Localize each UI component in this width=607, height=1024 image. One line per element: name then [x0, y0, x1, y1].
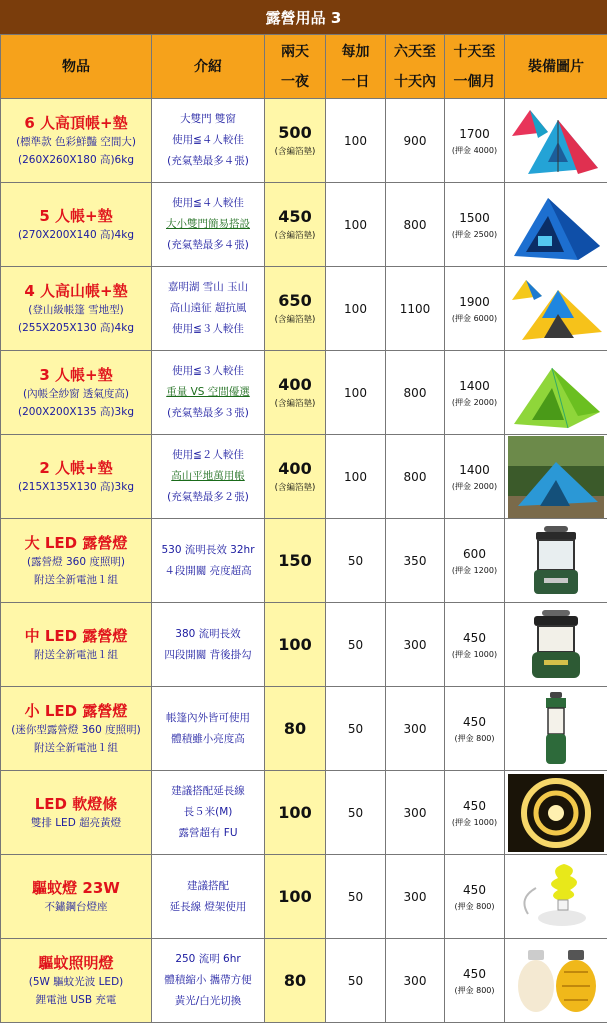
table-row [1, 183, 607, 267]
table-row [1, 435, 607, 519]
price-cell [265, 687, 326, 771]
tent-yellow-icon [505, 270, 607, 348]
equipment-picture [505, 939, 607, 1023]
month-price: 600 [463, 546, 486, 561]
equipment-picture [505, 519, 607, 603]
month-price: 1400 [459, 378, 490, 393]
price-table [0, 34, 607, 1023]
month-price-cell [445, 603, 505, 687]
item-spec: (215X135X130 高)3kg [18, 480, 134, 493]
item-spec: (標準款 色彩鮮豔 空間大) [16, 135, 136, 148]
item-cell [1, 855, 152, 939]
deposit: (押金 6000) [451, 313, 498, 323]
intro-line: 使用≦３人較佳 [172, 365, 244, 377]
intro-line: 高山遠征 超抗風 [169, 302, 247, 314]
per-day-price: 100 [326, 351, 386, 435]
lantern-small-icon [505, 690, 607, 768]
intro-line: 黃光/白光切換 [174, 995, 242, 1007]
six-to-ten-price: 800 [386, 183, 445, 267]
month-price: 450 [463, 798, 486, 813]
price-cell [265, 435, 326, 519]
item-spec: 附送全新電池１組 [34, 648, 118, 661]
price-note: (含編箔墊) [274, 146, 316, 157]
table-row [1, 519, 607, 603]
item-name: 4 人高山帳+墊 [24, 281, 128, 300]
item-spec: (255X205X130 高)4kg [18, 321, 134, 334]
table-row [1, 687, 607, 771]
header-ten-to-month: 十天至 一個月 [445, 35, 505, 99]
per-day-price: 50 [326, 603, 386, 687]
per-day-price: 100 [326, 435, 386, 519]
item-cell [1, 351, 152, 435]
per-day-price: 50 [326, 855, 386, 939]
item-name: 小 LED 露營燈 [24, 701, 128, 720]
intro-line: (充氣墊最多３張) [167, 407, 249, 419]
item-spec: (5W 驅蚊光波 LED) [28, 975, 124, 988]
table-row [1, 939, 607, 1023]
intro-line: 建議搭配 [187, 879, 229, 892]
intro-line: 380 流明長效 [175, 627, 241, 640]
tent-blue-icon [505, 186, 607, 264]
month-price: 450 [463, 882, 486, 897]
month-price-cell [445, 435, 505, 519]
intro-line: 長５米(M) [183, 806, 233, 818]
intro-cell [152, 939, 265, 1023]
intro-line: (充氣墊最多２張) [167, 491, 249, 503]
two-day-price: 150 [278, 550, 312, 570]
lantern-big-icon [505, 522, 607, 600]
item-name: LED 軟燈條 [34, 794, 118, 813]
table-row [1, 351, 607, 435]
intro-cell [152, 183, 265, 267]
per-day-price: 100 [326, 267, 386, 351]
month-price: 450 [463, 714, 486, 729]
intro-line: 四段開關 背後掛勾 [164, 648, 252, 661]
item-name: 中 LED 露營燈 [24, 626, 128, 645]
intro-line: 使用≦２人較佳 [172, 449, 244, 461]
item-cell [1, 183, 152, 267]
intro-line: 使用≦４人較佳 [172, 134, 244, 146]
deposit: (押金 800) [454, 733, 495, 743]
item-cell [1, 435, 152, 519]
item-spec: 雙排 LED 超亮黃燈 [30, 816, 122, 829]
two-day-price: 100 [278, 634, 312, 654]
intro-line: 重量 VS 空間優選 [166, 386, 250, 398]
month-price-cell [445, 855, 505, 939]
equipment-picture [505, 771, 607, 855]
deposit: (押金 800) [454, 985, 495, 995]
item-cell [1, 603, 152, 687]
header-per-day: 每加 一日 [326, 35, 386, 99]
item-spec: 鋰電池 USB 充電 [35, 993, 117, 1006]
intro-line: 250 流明 6hr [175, 953, 241, 965]
header-row [1, 35, 607, 99]
intro-line: 延長線 燈架使用 [169, 900, 247, 913]
header-two-days: 兩天 一夜 [265, 35, 326, 99]
equipment-picture [505, 603, 607, 687]
intro-line: 使用≦３人較佳 [172, 323, 244, 335]
page-title: 露營用品 3 [0, 0, 607, 34]
two-day-price: 80 [283, 970, 307, 990]
per-day-price: 50 [326, 519, 386, 603]
item-cell [1, 771, 152, 855]
item-cell [1, 939, 152, 1023]
intro-cell [152, 267, 265, 351]
intro-line: 體積縮小 攜帶方便 [164, 974, 252, 986]
item-spec: (迷你型露營燈 360 度照明) [11, 723, 141, 736]
price-note: (含編箔墊) [274, 314, 316, 325]
month-price-cell [445, 267, 505, 351]
two-day-price: 400 [278, 374, 312, 394]
price-cell [265, 939, 326, 1023]
two-day-price: 100 [278, 802, 312, 822]
table-row [1, 855, 607, 939]
item-cell [1, 99, 152, 183]
item-spec: (露營燈 360 度照明) [27, 555, 125, 568]
item-spec: 不鏽鋼台燈座 [44, 900, 108, 913]
month-price-cell [445, 519, 505, 603]
bulb-icon [505, 858, 607, 936]
item-cell [1, 519, 152, 603]
intro-cell [152, 351, 265, 435]
table-row [1, 771, 607, 855]
item-spec: (登山級帳篷 雪地型) [28, 303, 124, 316]
equipment-picture [505, 855, 607, 939]
item-spec: (內帳全紗窗 透氣度高) [22, 387, 130, 400]
intro-line: (充氣墊最多４張) [167, 239, 249, 251]
equipment-picture [505, 351, 607, 435]
two-day-price: 450 [278, 206, 312, 226]
six-to-ten-price: 300 [386, 603, 445, 687]
item-name: 5 人帳+墊 [39, 206, 113, 225]
per-day-price: 50 [326, 771, 386, 855]
month-price: 1400 [459, 462, 490, 477]
tent-green-icon [505, 354, 607, 432]
intro-cell [152, 855, 265, 939]
deposit: (押金 1200) [451, 565, 498, 575]
equipment-picture [505, 183, 607, 267]
price-cell [265, 855, 326, 939]
item-spec: 附送全新電池１組 [34, 573, 118, 586]
lantern-mid-icon [505, 606, 607, 684]
six-to-ten-price: 300 [386, 855, 445, 939]
equipment-picture [505, 687, 607, 771]
six-to-ten-price: 800 [386, 435, 445, 519]
six-to-ten-price: 1100 [386, 267, 445, 351]
intro-line: 大小雙門簡易搭設 [166, 218, 250, 230]
month-price: 1700 [459, 126, 490, 141]
price-cell [265, 267, 326, 351]
month-price-cell [445, 99, 505, 183]
item-spec: (260X260X180 高)6kg [18, 153, 134, 166]
intro-line: 帳篷內外皆可使用 [166, 711, 250, 724]
intro-cell [152, 99, 265, 183]
intro-line: 嘉明湖 雪山 玉山 [167, 281, 249, 293]
item-spec: (270X200X140 高)4kg [18, 228, 134, 241]
month-price: 450 [463, 966, 486, 981]
month-price: 1500 [459, 210, 490, 225]
deposit: (押金 2000) [451, 481, 498, 491]
mosquito-lamp-icon [505, 942, 607, 1020]
item-name: 3 人帳+墊 [39, 365, 113, 384]
intro-cell [152, 519, 265, 603]
intro-line: 高山平地萬用帳 [171, 470, 245, 482]
table-row [1, 603, 607, 687]
per-day-price: 50 [326, 939, 386, 1023]
item-name: 驅蚊燈 23W [32, 878, 120, 897]
intro-line: (充氣墊最多４張) [167, 155, 249, 167]
six-to-ten-price: 300 [386, 771, 445, 855]
intro-line: 大雙門 雙窗 [180, 113, 236, 125]
equipment-picture [505, 99, 607, 183]
six-to-ten-price: 800 [386, 351, 445, 435]
intro-line: 體積雖小亮度高 [171, 732, 245, 745]
price-cell [265, 771, 326, 855]
header-six-to-ten: 六天至 十天內 [386, 35, 445, 99]
month-price-cell [445, 183, 505, 267]
deposit: (押金 1000) [451, 817, 498, 827]
header-intro: 介紹 [152, 35, 265, 99]
intro-line: 建議搭配延長線 [171, 785, 245, 797]
intro-line: ４段開關 亮度超高 [164, 564, 252, 577]
price-cell [265, 519, 326, 603]
deposit: (押金 1000) [451, 649, 498, 659]
item-name: 6 人高頂帳+墊 [24, 113, 128, 132]
header-item: 物品 [1, 35, 152, 99]
item-cell [1, 267, 152, 351]
price-note: (含編箔墊) [274, 230, 316, 241]
two-day-price: 500 [278, 122, 312, 142]
price-note: (含編箔墊) [274, 398, 316, 409]
header-picture: 裝備圖片 [505, 35, 607, 99]
intro-line: 露營超有 FU [178, 827, 238, 839]
two-day-price: 400 [278, 458, 312, 478]
item-cell [1, 687, 152, 771]
two-day-price: 80 [283, 718, 307, 738]
table-row [1, 267, 607, 351]
price-note: (含編箔墊) [274, 482, 316, 493]
six-to-ten-price: 900 [386, 99, 445, 183]
deposit: (押金 2000) [451, 397, 498, 407]
deposit: (押金 2500) [451, 229, 498, 239]
six-to-ten-price: 350 [386, 519, 445, 603]
month-price-cell [445, 351, 505, 435]
led-strip-icon [505, 774, 607, 852]
deposit: (押金 800) [454, 901, 495, 911]
intro-cell [152, 771, 265, 855]
intro-cell [152, 435, 265, 519]
intro-line: 使用≦４人較佳 [172, 197, 244, 209]
item-spec: 附送全新電池１組 [34, 741, 118, 754]
two-day-price: 100 [278, 886, 312, 906]
price-cell [265, 99, 326, 183]
six-to-ten-price: 300 [386, 939, 445, 1023]
per-day-price: 100 [326, 183, 386, 267]
deposit: (押金 4000) [451, 145, 498, 155]
price-cell [265, 351, 326, 435]
tent-photo-icon [505, 436, 607, 518]
six-to-ten-price: 300 [386, 687, 445, 771]
item-name: 大 LED 露營燈 [24, 533, 128, 552]
table-row [1, 99, 607, 183]
month-price: 450 [463, 630, 486, 645]
price-cell [265, 603, 326, 687]
item-spec: (200X200X135 高)3kg [18, 405, 134, 418]
item-name: 驅蚊照明燈 [38, 953, 114, 972]
equipment-picture [505, 267, 607, 351]
intro-cell [152, 687, 265, 771]
two-day-price: 650 [278, 290, 312, 310]
month-price: 1900 [459, 294, 490, 309]
per-day-price: 50 [326, 687, 386, 771]
equipment-picture [505, 435, 607, 519]
intro-line: 530 流明長效 32hr [161, 543, 255, 556]
price-cell [265, 183, 326, 267]
item-name: 2 人帳+墊 [39, 458, 113, 477]
month-price-cell [445, 687, 505, 771]
per-day-price: 100 [326, 99, 386, 183]
month-price-cell [445, 939, 505, 1023]
tent-red-icon [505, 102, 607, 180]
intro-cell [152, 603, 265, 687]
month-price-cell [445, 771, 505, 855]
